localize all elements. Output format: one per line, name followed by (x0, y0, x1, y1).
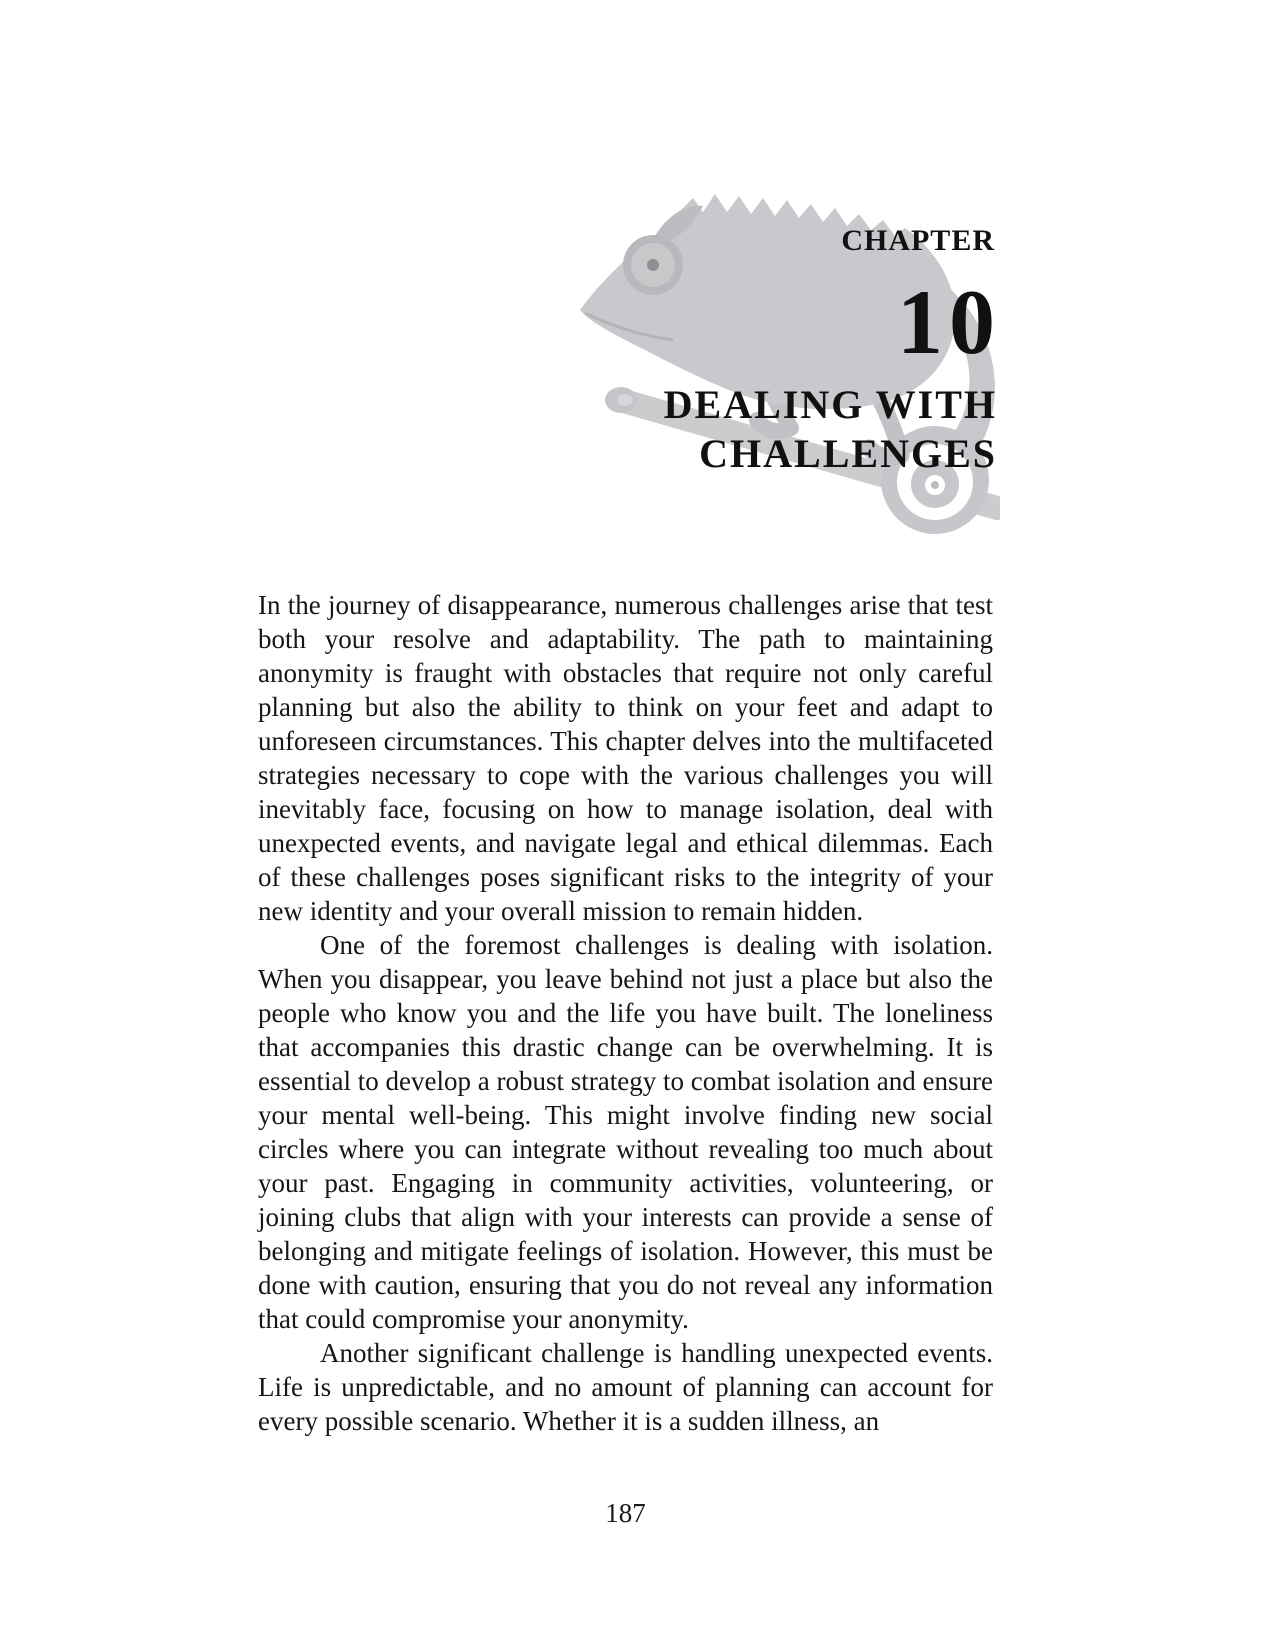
body-paragraph: In the journey of disappearance, numerous challenges arise that test both your resolve and adaptability. The path to maintaining anonymity is fraught with obstacles that require not only careful planning but also the ability to think on your feet and adapt to unforeseen circumstances. This chapter delves into the multifaceted strategies necessary to cope with the various challenges you will inevitably face, focusing on how to manage isolation, deal with unexpected events, and navigate legal and ethical dilemmas. Each of these challenges poses significant risks to the integrity of your new identity and your overall mission to remain hidden. (258, 590, 993, 926)
chapter-title-line-2: CHALLENGES (699, 431, 997, 476)
body-paragraph: One of the foremost challenges is dealing with isolation. When you disappear, you leave behind not just a place but also the people who know you and the life you have built. The loneliness that accompanies this drastic change can be overwhelming. It is essential to develop a robust strategy to combat isolation and ensure your mental well-being. This might involve finding new social circles where you can integrate without revealing too much about your past. Engaging in community activities, volunteering, or joining clubs that align with your interests can provide a sense of belonging and mitigate feelings of isolation. However, this must be done with caution, ensuring that you do not reveal any information that could compromise your anonymity. (258, 930, 993, 1334)
page-number: 187 (605, 1498, 646, 1528)
chapter-title-line-1: DEALING WITH (663, 382, 997, 427)
chapter-heading (663, 224, 1001, 478)
chapter-kicker: CHAPTER (841, 224, 995, 257)
body-paragraph: Another significant challenge is handling unexpected events. Life is unpredictable, and no amount of planning can account for every possible scenario. Whether it is a sudden illness, an (258, 1338, 993, 1436)
body-text (258, 588, 993, 1438)
chapter-title (664, 380, 997, 478)
chapter-number: 10 (897, 271, 1001, 373)
